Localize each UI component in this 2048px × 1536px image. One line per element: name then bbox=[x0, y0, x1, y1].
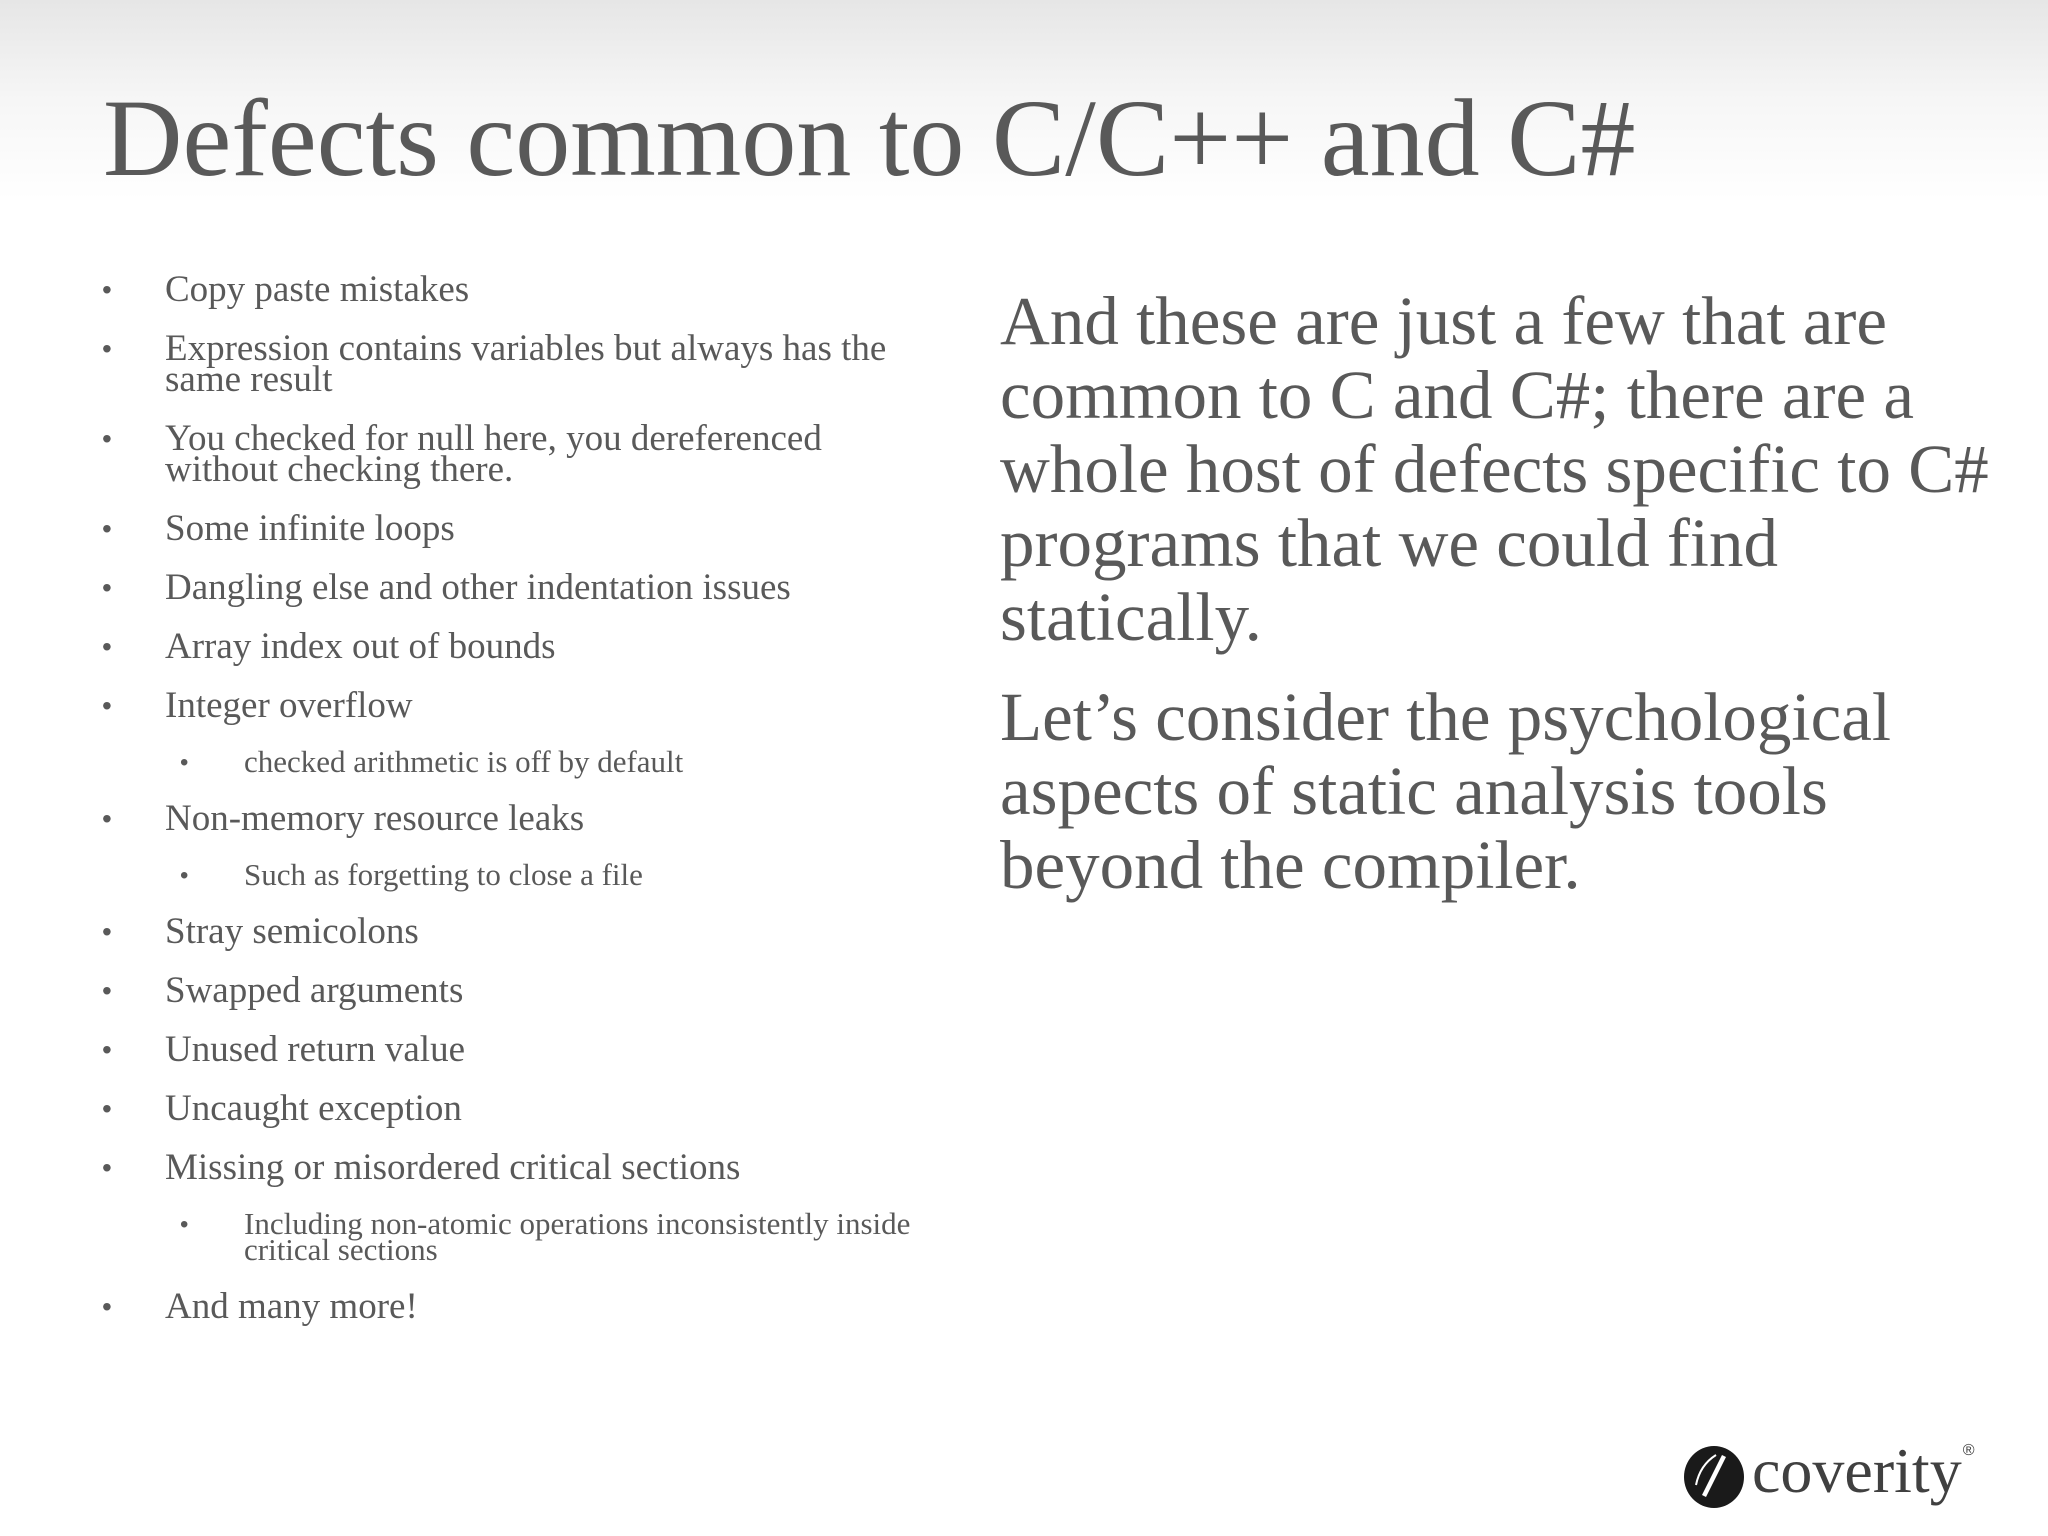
bullet-item bbox=[102, 798, 922, 839]
bullet-text: Unused return value bbox=[165, 1029, 466, 1070]
commentary-paragraph: And these are just a few that are common to C and C#; there are a whole host of defects specific to C# programs that we could find statically. bbox=[1000, 283, 1989, 655]
bullet-text: You checked for null here, you dereferenced without checking there. bbox=[165, 418, 822, 490]
bullet-text: Copy paste mistakes bbox=[165, 269, 470, 310]
bullet-item bbox=[102, 1029, 922, 1070]
sub-bullet-text: checked arithmetic is off by default bbox=[244, 744, 684, 779]
bullet-dot-icon: • bbox=[102, 1291, 112, 1322]
bullet-text: Non-memory resource leaks bbox=[165, 798, 585, 839]
bullet-text: Integer overflow bbox=[165, 685, 413, 726]
slide-title: Defects common to C/C++ and C# bbox=[103, 77, 1636, 199]
bullet-text: Array index out of bounds bbox=[165, 626, 556, 667]
bullet-item bbox=[102, 567, 922, 608]
bullet-item bbox=[102, 626, 922, 667]
bullet-dot-icon: • bbox=[102, 975, 112, 1006]
bullet-item bbox=[102, 970, 922, 1011]
sub-bullet-text: Including non-atomic operations inconsistently inside critical sections bbox=[244, 1206, 911, 1267]
bullet-item bbox=[102, 418, 922, 490]
bullet-text: Expression contains variables but always has the same result bbox=[165, 328, 887, 400]
bullet-item bbox=[102, 1286, 922, 1327]
bullet-dot-icon: • bbox=[102, 1093, 112, 1124]
defect-bullet-list bbox=[102, 269, 922, 1350]
commentary-paragraph: Let’s consider the psychological aspects of static analysis tools beyond the compiler. bbox=[1000, 679, 1892, 903]
bullet-item bbox=[102, 269, 922, 310]
bullet-dot-icon: • bbox=[102, 513, 112, 544]
bullet-dot-icon: • bbox=[102, 1152, 112, 1183]
bullet-item bbox=[102, 911, 922, 952]
bullet-item bbox=[102, 685, 922, 726]
bullet-item bbox=[102, 508, 922, 549]
coverity-logo bbox=[1682, 1435, 1975, 1512]
bullet-text: Some infinite loops bbox=[165, 508, 455, 549]
bullet-text: Missing or misordered critical sections bbox=[165, 1147, 741, 1188]
bullet-text: Stray semicolons bbox=[165, 911, 419, 952]
bullet-dot-icon: • bbox=[102, 1034, 112, 1065]
bullet-dot-icon: • bbox=[180, 749, 189, 776]
bullet-dot-icon: • bbox=[102, 274, 112, 305]
sub-bullet-item bbox=[180, 857, 922, 892]
bullet-dot-icon: • bbox=[180, 862, 189, 889]
bullet-dot-icon: • bbox=[102, 916, 112, 947]
sub-bullet-text: Such as forgetting to close a file bbox=[244, 857, 643, 892]
bullet-text: Uncaught exception bbox=[165, 1088, 462, 1129]
bullet-dot-icon: • bbox=[102, 690, 112, 721]
bullet-dot-icon: • bbox=[102, 572, 112, 603]
sub-bullet-item bbox=[180, 744, 922, 779]
bullet-dot-icon: • bbox=[102, 333, 112, 364]
bullet-text: Dangling else and other indentation issues bbox=[165, 567, 791, 608]
bullet-dot-icon: • bbox=[102, 631, 112, 662]
bullet-dot-icon: • bbox=[180, 1211, 189, 1238]
coverity-logo-icon bbox=[1682, 1445, 1746, 1509]
bullet-dot-icon: • bbox=[102, 803, 112, 834]
logo-wordmark: coverity bbox=[1752, 1435, 1962, 1506]
sub-bullet-item bbox=[180, 1206, 922, 1267]
bullet-item bbox=[102, 328, 922, 400]
registered-mark: ® bbox=[1962, 1442, 1975, 1459]
commentary-text bbox=[1000, 284, 2010, 928]
bullet-dot-icon: • bbox=[102, 423, 112, 454]
bullet-text: And many more! bbox=[165, 1286, 418, 1327]
bullet-item bbox=[102, 1088, 922, 1129]
bullet-text: Swapped arguments bbox=[165, 970, 464, 1011]
bullet-item bbox=[102, 1147, 922, 1188]
